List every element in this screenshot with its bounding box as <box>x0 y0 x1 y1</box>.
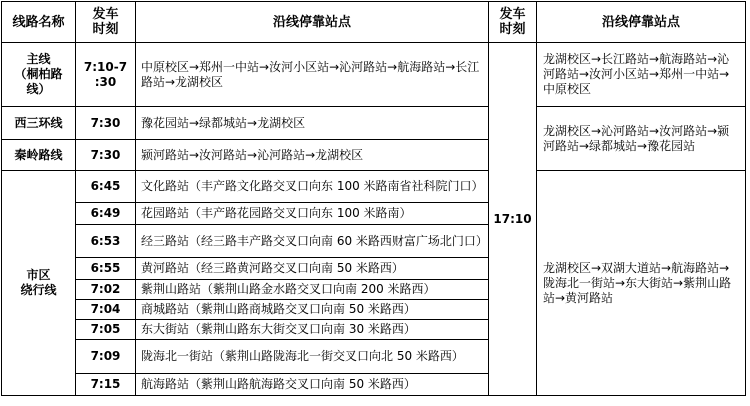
city-time-3: 6:55 <box>76 258 136 280</box>
city-time-0: 6:45 <box>76 171 136 203</box>
qinling-stops: 颍河路站→汝河路站→沁河路站→龙湖校区 <box>136 140 489 171</box>
main-line-return-stops: 龙湖校区→长江路站→航海路站→沁河路站→汝河小区站→郑州一中站→中原校区 <box>537 43 746 107</box>
west-third-ring-row <box>2 107 746 140</box>
city-line-return-stops: 龙湖校区→双湖大道站→航海路站→陇海北一街站→东大街站→紫荆山路站→黄河路站 <box>537 171 746 396</box>
city-time-5: 7:04 <box>76 300 136 320</box>
main-line-stops: 中原校区→郑州一中站→汝河小区站→沁河路站→航海路站→长江路站→龙湖校区 <box>136 43 489 107</box>
header-line-name: 线路名称 <box>2 2 76 43</box>
city-line-name-text: 市区 绕行线 <box>20 268 57 297</box>
west-third-ring-name: 西三环线 <box>2 107 76 140</box>
main-line-name <box>2 43 76 107</box>
header-return-stops: 沿线停靠站点 <box>537 2 746 43</box>
qinling-time: 7:30 <box>76 140 136 171</box>
city-time-1: 6:49 <box>76 203 136 225</box>
west-third-ring-return-stops: 龙湖校区→沁河路站→汝河路站→颍河路站→绿都城站→豫花园站 <box>537 107 746 171</box>
bus-schedule-table <box>1 1 746 396</box>
header-return-time-text: 发车 时刻 <box>499 7 526 37</box>
city-stop-5: 商城路站（紫荆山路商城路交叉口向南 50 米路西） <box>136 300 489 320</box>
city-stop-4: 紫荆山路站（紫荆山路金水路交叉口向南 200 米路西） <box>136 280 489 300</box>
city-time-7: 7:09 <box>76 340 136 374</box>
city-stop-3: 黄河路站（经三路黄河路交叉口向南 50 米路西） <box>136 258 489 280</box>
city-time-8: 7:15 <box>76 374 136 396</box>
main-line-time-text: 7:10-7 :30 <box>83 59 128 89</box>
city-row <box>2 171 746 203</box>
main-line-time <box>76 43 136 107</box>
city-stop-8: 航海路站（紫荆山路航海路交叉口向南 50 米路西） <box>136 374 489 396</box>
city-stop-6: 东大街站（紫荆山路东大街交叉口向南 30 米路西） <box>136 320 489 340</box>
city-time-4: 7:02 <box>76 280 136 300</box>
header-row <box>2 2 746 43</box>
return-time: 17:10 <box>489 43 537 396</box>
city-line-name <box>2 171 76 396</box>
main-line-name-text: 主线 （桐柏路 线） <box>14 52 63 96</box>
qinling-name: 秦岭路线 <box>2 140 76 171</box>
city-stop-7: 陇海北一街站（紫荆山路陇海北一街交叉口向北 50 米路西） <box>136 340 489 374</box>
west-third-ring-time: 7:30 <box>76 107 136 140</box>
header-depart-time <box>76 2 136 43</box>
header-depart-time-text: 发车 时刻 <box>92 7 119 37</box>
city-stop-0: 文化路站（丰产路文化路交叉口向东 100 米路南省社科院门口） <box>136 171 489 203</box>
west-third-ring-stops: 豫花园站→绿都城站→龙湖校区 <box>136 107 489 140</box>
header-stops: 沿线停靠站点 <box>136 2 489 43</box>
header-return-time <box>489 2 537 43</box>
city-stop-1: 花园路站（丰产路花园路交叉口向东 100 米路南） <box>136 203 489 225</box>
main-line-row <box>2 43 746 107</box>
city-time-6: 7:05 <box>76 320 136 340</box>
city-time-2: 6:53 <box>76 225 136 258</box>
city-stop-2: 经三路站（经三路丰产路交叉口向南 60 米路西财富广场北门口） <box>136 225 489 258</box>
